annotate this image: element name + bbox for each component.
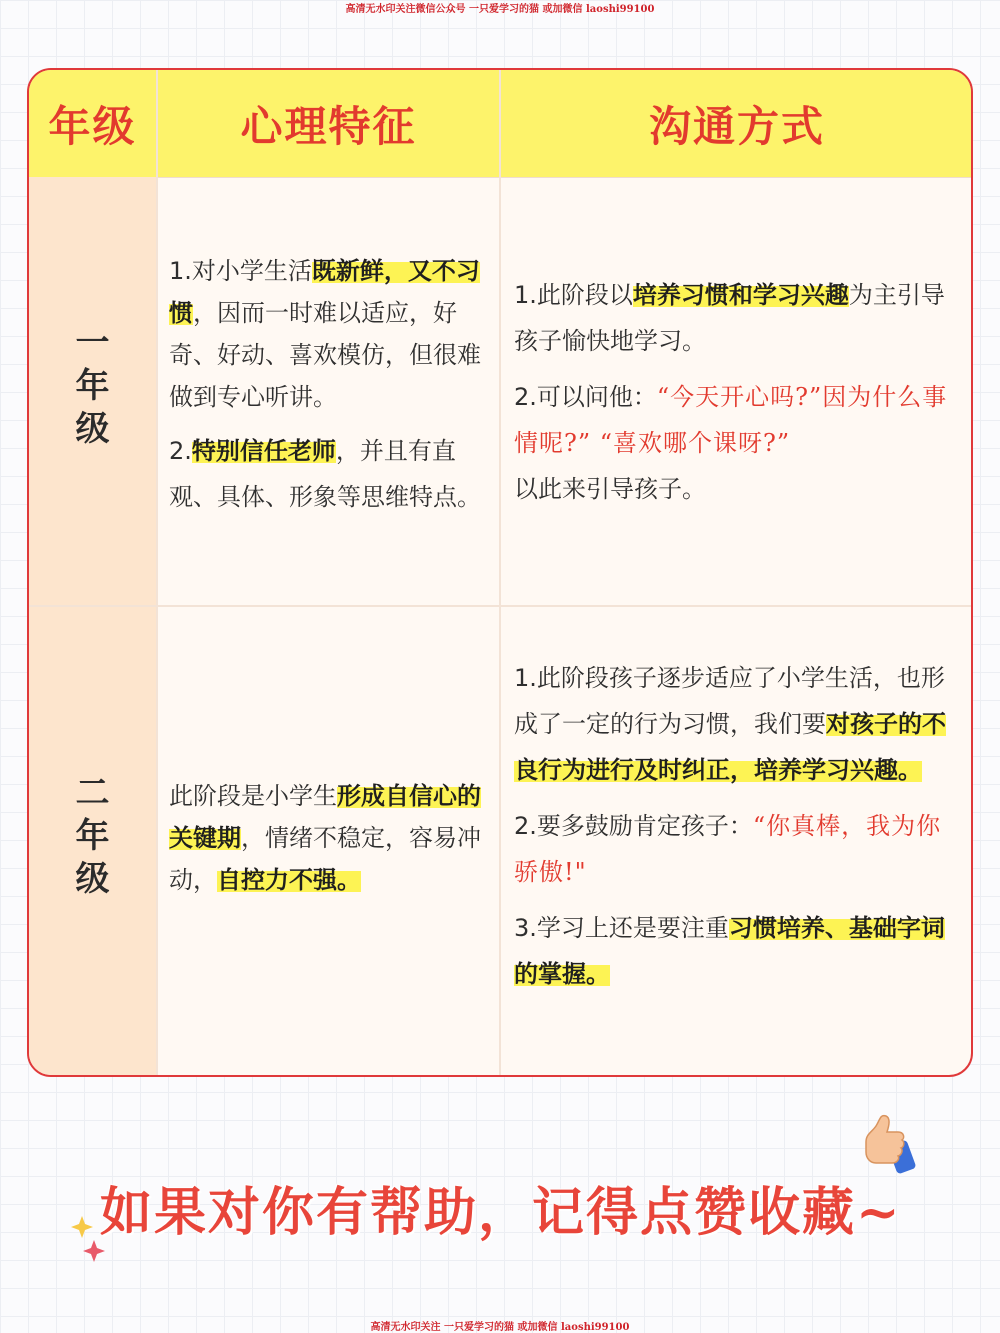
row-divider: [29, 605, 971, 607]
header-traits: 心理特征: [240, 101, 417, 151]
highlight-text: 对孩子的不良行为进行及时纠正，培养学习兴趣。: [514, 710, 946, 784]
grade-char: 级: [75, 859, 110, 899]
communication-cell-2: [514, 655, 962, 1007]
header-communication: 沟通方式: [648, 101, 825, 151]
communication-cell-1: [514, 272, 959, 522]
traits-paragraph: 1.对小学生活既新鲜，又不习惯，因而一时难以适应，好奇、好动、喜欢模仿，但很难做到专心听讲。: [169, 257, 481, 411]
grade-label-2: [29, 772, 156, 901]
highlight-text: 培养习惯和学习兴趣: [632, 281, 849, 309]
communication-paragraph: 2.可以问他：“今天开心吗?”因为什么事情呢?” “喜欢哪个课呀?” 以此来引导孩子。: [514, 383, 948, 503]
column-divider: [499, 70, 501, 1075]
grade-table: [27, 68, 973, 1077]
communication-paragraph: 3.学习上还是要注重习惯培养、基础字词的掌握。: [514, 914, 945, 988]
grade-char: 年: [75, 816, 110, 856]
grade-column-bg: [29, 177, 156, 1075]
highlight-text: 形成自信心的关键期: [169, 782, 481, 852]
traits-paragraph: 此阶段是小学生形成自信心的关键期，情绪不稳定，容易冲动，自控力不强。: [169, 782, 481, 894]
grade-char: 一: [75, 323, 110, 363]
communication-paragraph: 1.此阶段孩子逐步适应了小学生活，也形成了一定的行为习惯，我们要对孩子的不良行为进行及时纠正，培养学习兴趣。: [514, 664, 946, 784]
column-divider: [156, 70, 158, 1075]
highlight-text: 特别信任老师: [191, 437, 336, 465]
watermark-top: 高清无水印关注微信公众号 一只爱学习的猫 或加微信 laoshi99100: [345, 4, 655, 15]
grade-char: 级: [75, 409, 110, 449]
grade-char: 二: [75, 773, 110, 813]
traits-cell-1: [169, 250, 494, 530]
highlight-text: 习惯培养、基础字词的掌握。: [514, 914, 945, 988]
traits-cell-2: [169, 775, 494, 911]
grade-char: 年: [75, 366, 110, 406]
header-grade: 年级: [48, 101, 137, 151]
footer-callout: 如果对你有帮助，记得点赞收藏~: [100, 1182, 902, 1243]
quote-text: “今天开心吗?”因为什么事情呢?” “喜欢哪个课呀?”: [514, 383, 948, 457]
grade-label-1: [29, 322, 156, 451]
watermark-bottom: 高清无水印关注 一只爱学习的猫 或加微信 laoshi99100: [370, 1322, 630, 1333]
highlight-text: 既新鲜，又不习惯: [169, 257, 480, 327]
highlight-text: 自控力不强。: [217, 866, 361, 894]
communication-paragraph: 2.要多鼓励肯定孩子：“你真棒，我为你骄傲!": [514, 812, 942, 886]
quote-text: “你真棒，我为你骄傲!": [514, 812, 942, 886]
communication-paragraph: 1.此阶段以培养习惯和学习兴趣为主引导孩子愉快地学习。: [514, 281, 945, 355]
traits-paragraph: 2.特别信任老师，并且有直观、具体、形象等思维特点。: [169, 437, 481, 511]
